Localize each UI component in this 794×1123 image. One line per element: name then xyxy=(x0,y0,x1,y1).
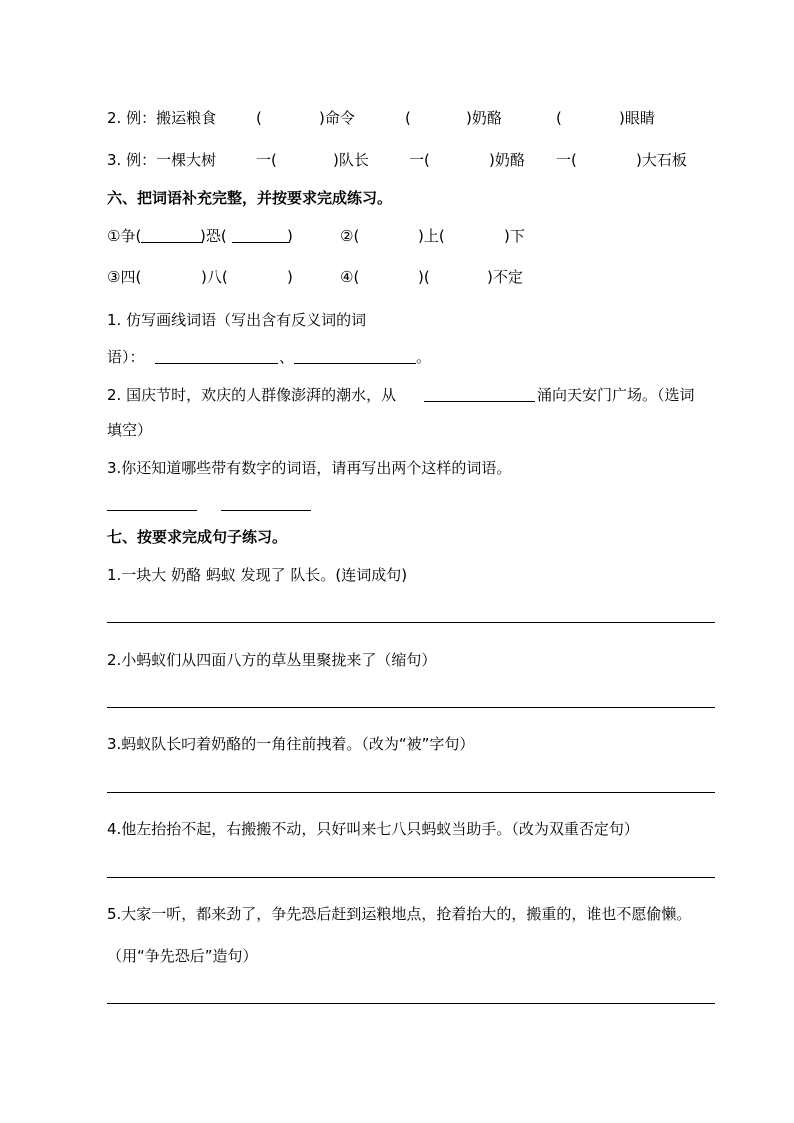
answer-blank[interactable] xyxy=(221,510,311,511)
idiom-4-end: )不定 xyxy=(487,268,523,286)
idiom-4-mid: )( xyxy=(418,268,430,286)
answer-line[interactable] xyxy=(107,1003,715,1004)
blank-open: 一( xyxy=(556,151,577,169)
idiom-1-end: ) xyxy=(287,227,293,245)
answer-line[interactable] xyxy=(107,792,715,793)
answer-blank[interactable] xyxy=(294,363,416,364)
q1-prefix: 语）： xyxy=(107,348,145,366)
answer-blank[interactable] xyxy=(107,510,197,511)
blank-open: ( xyxy=(556,109,562,127)
answer-line[interactable] xyxy=(107,707,715,708)
word: )大石板 xyxy=(636,151,687,169)
idiom-3-mid: )八( xyxy=(201,268,228,286)
item-label: 3. 例：一棵大树 xyxy=(107,151,217,169)
s6-q3: 3.你还知道哪些带有数字的词语，请再写出两个这样的词语。 xyxy=(107,459,512,477)
idiom-2-start: ②( xyxy=(340,227,360,245)
blank-open: ( xyxy=(256,109,262,127)
s7-q1: 1.一块大 奶酪 蚂蚁 发现了 队长。(连词成句) xyxy=(107,566,408,584)
q1-sep: 、 xyxy=(279,348,295,366)
idiom-blank[interactable] xyxy=(232,242,289,243)
s7-q3: 3.蚂蚁队长叼着奶酪的一角往前拽着。（改为“被”字句） xyxy=(107,735,475,753)
blank-open: 一( xyxy=(256,151,277,169)
idiom-2-mid: )上( xyxy=(418,227,445,245)
word: )队长 xyxy=(333,151,369,169)
q2-text-b: 涌向天安门广场。（选词 xyxy=(537,386,695,404)
idiom-2-end: )下 xyxy=(504,227,525,245)
section-7-title: 七、按要求完成句子练习。 xyxy=(107,528,288,546)
idiom-4-start: ④( xyxy=(340,268,360,286)
s7-q4: 4.他左抬抬不起，右搬搬不动，只好叫来七八只蚂蚁当助手。（改为双重否定句） xyxy=(107,820,639,838)
word: )命令 xyxy=(319,109,355,127)
s7-q5-line1: 5.大家一听，都来劲了，争先恐后赶到运粮地点，抢着抬大的，搬重的，谁也不愿偷懒。 xyxy=(107,905,692,923)
idiom-1-mid: )恐( xyxy=(200,227,227,245)
s7-q2: 2.小蚂蚁们从四面八方的草丛里聚拢来了（缩句） xyxy=(107,651,437,669)
item-label: 2. 例：搬运粮食 xyxy=(107,109,217,127)
word: )眼睛 xyxy=(619,109,655,127)
idiom-3-end: ) xyxy=(287,268,293,286)
answer-line[interactable] xyxy=(107,877,715,878)
answer-line[interactable] xyxy=(107,622,715,623)
answer-blank[interactable] xyxy=(155,363,278,364)
word: )奶酪 xyxy=(489,151,525,169)
q1-end: 。 xyxy=(416,348,432,366)
s6-q1-line1: 1. 仿写画线词语（写出含有反义词的词 xyxy=(107,311,367,329)
section-6-title: 六、把词语补充完整，并按要求完成练习。 xyxy=(107,189,393,207)
s7-q5-line2: （用“争先恐后”造句） xyxy=(107,947,258,965)
idiom-1-start: ①争( xyxy=(107,227,142,245)
blank-open: ( xyxy=(405,109,411,127)
q2-text-a: 2. 国庆节时，欢庆的人群像澎湃的潮水，从 xyxy=(107,386,397,404)
idiom-3-start: ③四( xyxy=(107,268,142,286)
answer-blank[interactable] xyxy=(424,401,535,402)
word: )奶酪 xyxy=(466,109,502,127)
blank-open: 一( xyxy=(409,151,430,169)
q2-text-c: 填空） xyxy=(107,421,153,439)
idiom-blank[interactable] xyxy=(141,242,203,243)
